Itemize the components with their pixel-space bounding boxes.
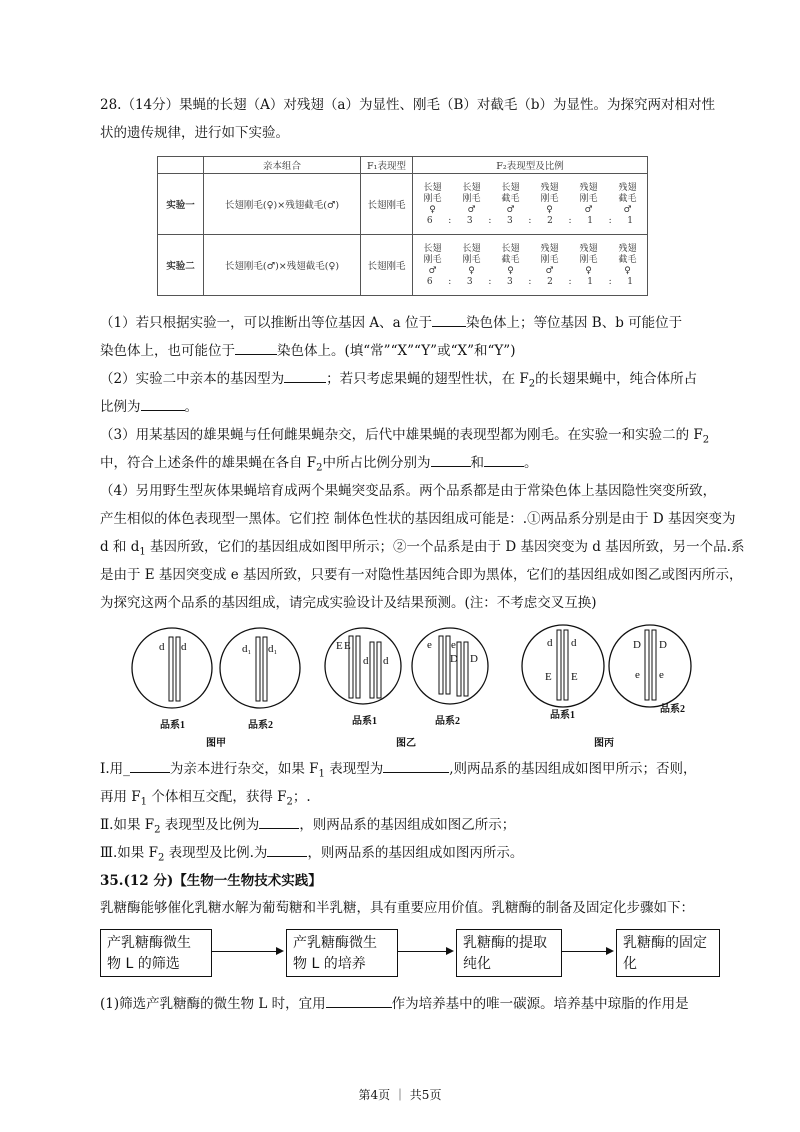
phenotype-cell: 残翅 截毛 bbox=[618, 182, 637, 204]
q4-line4: 是由于 E 基因突变成 e 基因所致，只要有一对隐性基因纯合即为黑体，它们的基因组成如图乙或图丙所示， bbox=[100, 567, 743, 583]
row-name: 实验二 bbox=[158, 235, 204, 296]
q2-line2: 比例为 。 bbox=[100, 394, 715, 420]
gene-label: E bbox=[336, 640, 343, 652]
roman-ii: Ⅱ.如果 $F_2$ 表现型及比例为 ，则两品系的基因组成如图乙所示； bbox=[100, 812, 715, 844]
figure-bing bbox=[522, 625, 691, 749]
gene-label: d₁ bbox=[242, 643, 252, 655]
f2-ratio bbox=[413, 216, 647, 226]
q3-line1: （3）用某基因的雄果蝇与任何雌果蝇杂交，后代中雄果蝇的表现型都为刚毛。在实验一和实验二的 $F_2$ bbox=[100, 427, 710, 446]
ratio-value: 3 bbox=[466, 215, 473, 226]
table-row bbox=[158, 174, 648, 235]
ratio-value: 1 bbox=[627, 215, 634, 226]
sex-symbol: ♀ bbox=[624, 265, 631, 276]
strain-label: 品系2 bbox=[660, 704, 685, 715]
q3-line2: 中，符合上述条件的雄果蝇在各自 $F_2$中所占比例分别为 和 。 bbox=[100, 450, 715, 482]
gene-label: D bbox=[470, 653, 478, 665]
ratio-value: 1 bbox=[627, 276, 634, 287]
gene-label: e bbox=[427, 639, 432, 651]
answer-blank[interactable] bbox=[284, 368, 326, 383]
header-f1: F₁表现型 bbox=[361, 157, 413, 174]
gene-label: d bbox=[547, 637, 553, 649]
gene-label: e bbox=[635, 669, 640, 681]
row-f1: 长翅刚毛 bbox=[361, 235, 413, 296]
sex-symbol: ♀ bbox=[507, 265, 514, 276]
figure-caption: 图甲 bbox=[206, 738, 226, 749]
figure-caption: 图乙 bbox=[396, 738, 416, 749]
answer-blank[interactable] bbox=[235, 340, 277, 355]
answer-blank[interactable] bbox=[383, 758, 449, 773]
roman-i-line1: Ⅰ.用_ 为亲本进行杂交，如果 $F_1$ 表现型为 ,则两品系的基因组成如图甲所示；否则， bbox=[100, 756, 715, 788]
sex-symbol: ♀ bbox=[429, 204, 436, 215]
row-cross: 长翅刚毛(♂)×残翅截毛(♀) bbox=[204, 235, 361, 296]
q28-line1: 28.（14分）果蝇的长翅（A）对残翅（a）为显性、刚毛（B）对截毛（b）为显性。为探究两对相对性 bbox=[100, 97, 716, 113]
flow-step: 乳糖酶的固定 化 bbox=[616, 929, 720, 977]
figure-yi bbox=[325, 628, 488, 749]
ratio-value: 1 bbox=[587, 276, 593, 287]
row-name: 实验一 bbox=[158, 174, 204, 235]
row-f2 bbox=[413, 174, 648, 235]
table-row bbox=[158, 235, 648, 296]
q1-line2: 染色体上，也可能位于 染色体上。(填“常”“X”“Y”或“X”和“Y”) bbox=[100, 338, 715, 364]
chromosome-figure bbox=[120, 624, 700, 754]
sex-symbol: ♂ bbox=[623, 204, 632, 215]
gene-label: d bbox=[571, 637, 577, 649]
page-footer: 第4页 ｜ 共5页 bbox=[358, 1088, 442, 1102]
q4-line2: 产生相似的体色表现型一黑体。它们控 制体色性状的基因组成可能是：.①两品系分别是由于 D 基因突变为 bbox=[100, 511, 736, 527]
ratio-value: : bbox=[608, 215, 612, 226]
strain-label: 品系2 bbox=[435, 716, 460, 727]
q2-line1: （2）实验二中亲本的基因型为 ；若只考虑果蝇的翅型性状，在 $F_2$的长翅果蝇中，纯合体所占 bbox=[100, 366, 715, 398]
q4-line1: （4）另用野生型灰体果蝇培育成两个果蝇突变品系。两个品系都是由于常染色体上基因隐性突变所致， bbox=[100, 483, 717, 499]
arrow-icon bbox=[562, 951, 612, 952]
q4-line5: 为探究这两个品系的基因组成，请完成实验设计及结果预测。(注：不考虑交叉互换) bbox=[100, 595, 597, 611]
ratio-value: 6 bbox=[426, 276, 433, 287]
sex-symbol: ♀ bbox=[585, 265, 592, 276]
strain-label: 品系1 bbox=[550, 710, 575, 721]
roman-iii: Ⅲ.如果 $F_2$ 表现型及比例.为 ，则两品系的基因组成如图丙所示。 bbox=[100, 840, 715, 872]
phenotype-cell: 残翅 刚毛 bbox=[579, 182, 598, 204]
q35-1: (1)筛选产乳糖酶的微生物 L 时，宜用 作为培养基中的唯一碳源。培养基中琼脂的作用是 bbox=[100, 991, 715, 1017]
ratio-value: : bbox=[568, 215, 572, 226]
ratio-value: : bbox=[608, 276, 612, 287]
sex-symbol: ♂ bbox=[584, 204, 593, 215]
f2-sexes bbox=[413, 266, 647, 277]
ratio-value: 3 bbox=[507, 276, 513, 287]
flow-step: 产乳糖酶微生 物 L 的培养 bbox=[286, 929, 398, 977]
q4-line3: d 和 $d_1$ 基因所致，它们的基因组成如图甲所示；②一个品系是由于 D 基因突变为 d 基因所致，另一个品.系 bbox=[100, 539, 745, 558]
q35-title: 35.(12 分)【生物一生物技术实践】 bbox=[100, 873, 322, 889]
phenotype-cell: 长翅 刚毛 bbox=[462, 182, 481, 204]
f2-sexes bbox=[413, 205, 647, 216]
experiment-table bbox=[157, 156, 648, 296]
f2-phenotypes bbox=[413, 183, 647, 205]
answer-blank[interactable] bbox=[484, 452, 524, 467]
ratio-value: 1 bbox=[587, 215, 593, 226]
gene-label: e bbox=[451, 639, 456, 651]
answer-blank[interactable] bbox=[267, 842, 307, 857]
gene-label: d bbox=[181, 641, 187, 653]
phenotype-cell: 残翅 刚毛 bbox=[540, 182, 559, 204]
gene-label: E bbox=[545, 671, 552, 683]
gene-label: d bbox=[159, 641, 165, 653]
sex-symbol: ♂ bbox=[467, 204, 476, 215]
sex-symbol: ♂ bbox=[545, 265, 554, 276]
answer-blank[interactable] bbox=[141, 396, 185, 411]
header-f2: F₂表现型及比例 bbox=[413, 157, 648, 174]
ratio-value: : bbox=[488, 215, 492, 226]
phenotype-cell: 长翅 截毛 bbox=[501, 182, 520, 204]
figure-caption: 图丙 bbox=[594, 738, 614, 749]
q28-line2: 状的遗传规律，进行如下实验。 bbox=[100, 125, 289, 141]
figure-jia bbox=[132, 628, 300, 749]
ratio-value: : bbox=[528, 215, 532, 226]
process-flow bbox=[100, 929, 720, 981]
f2-ratio bbox=[413, 277, 647, 287]
q1-line1: （1）若只根据实验一，可以推断出等位基因 A、a 位于 染色体上；等位基因 B、b 可能位于 bbox=[100, 310, 715, 336]
ratio-value: : bbox=[528, 276, 532, 287]
ratio-value: 3 bbox=[466, 276, 473, 287]
arrow-icon bbox=[212, 951, 282, 952]
ratio-value: : bbox=[448, 215, 452, 226]
roman-i-line2: 再用 $F_1$ 个体相互交配，获得 $F_2$；. bbox=[100, 789, 311, 808]
phenotype-cell: 残翅 截毛 bbox=[618, 243, 637, 265]
phenotype-cell: 长翅 刚毛 bbox=[423, 182, 442, 204]
answer-blank[interactable] bbox=[130, 758, 170, 773]
sex-symbol: ♀ bbox=[546, 204, 553, 215]
answer-blank[interactable] bbox=[259, 814, 299, 829]
phenotype-cell: 长翅 刚毛 bbox=[423, 243, 442, 265]
flow-step: 产乳糖酶微生 物 L 的筛选 bbox=[100, 929, 212, 977]
gene-label: D bbox=[633, 639, 641, 651]
strain-label: 品系2 bbox=[248, 720, 273, 731]
q35-intro: 乳糖酶能够催化乳糖水解为葡萄糖和半乳糖，具有重要应用价值。乳糖酶的制备及固定化步骤如下： bbox=[100, 900, 694, 916]
row-f2 bbox=[413, 235, 648, 296]
ratio-value: : bbox=[448, 276, 452, 287]
ratio-value: 2 bbox=[547, 276, 553, 287]
header-parent: 亲本组合 bbox=[204, 157, 361, 174]
gene-label: e bbox=[659, 669, 664, 681]
strain-label: 品系1 bbox=[352, 716, 377, 727]
gene-label: D bbox=[450, 653, 458, 665]
gene-label: d bbox=[363, 655, 369, 667]
gene-label: E bbox=[344, 640, 351, 652]
gene-label: d bbox=[383, 655, 389, 667]
flow-step: 乳糖酶的提取 纯化 bbox=[456, 929, 562, 977]
answer-blank[interactable] bbox=[432, 312, 466, 327]
gene-label: E bbox=[571, 671, 578, 683]
f2-phenotypes bbox=[413, 244, 647, 266]
sex-symbol: ♀ bbox=[468, 265, 475, 276]
ratio-value: : bbox=[488, 276, 492, 287]
ratio-value: : bbox=[568, 276, 572, 287]
arrow-icon bbox=[398, 951, 452, 952]
answer-blank[interactable] bbox=[431, 452, 471, 467]
gene-label: D bbox=[659, 639, 667, 651]
phenotype-cell: 长翅 刚毛 bbox=[462, 243, 481, 265]
gene-label: d₁ bbox=[268, 643, 278, 655]
row-cross: 长翅刚毛(♀)×残翅截毛(♂) bbox=[204, 174, 361, 235]
phenotype-cell: 残翅 刚毛 bbox=[540, 243, 559, 265]
sex-symbol: ♂ bbox=[506, 204, 515, 215]
phenotype-cell: 残翅 刚毛 bbox=[579, 243, 598, 265]
table-corner bbox=[158, 157, 204, 174]
sex-symbol: ♂ bbox=[428, 265, 437, 276]
ratio-value: 2 bbox=[547, 215, 553, 226]
ratio-value: 3 bbox=[507, 215, 513, 226]
ratio-value: 6 bbox=[426, 215, 433, 226]
strain-label: 品系1 bbox=[160, 720, 185, 731]
answer-blank[interactable] bbox=[326, 993, 392, 1008]
phenotype-cell: 长翅 截毛 bbox=[501, 243, 520, 265]
row-f1: 长翅刚毛 bbox=[361, 174, 413, 235]
